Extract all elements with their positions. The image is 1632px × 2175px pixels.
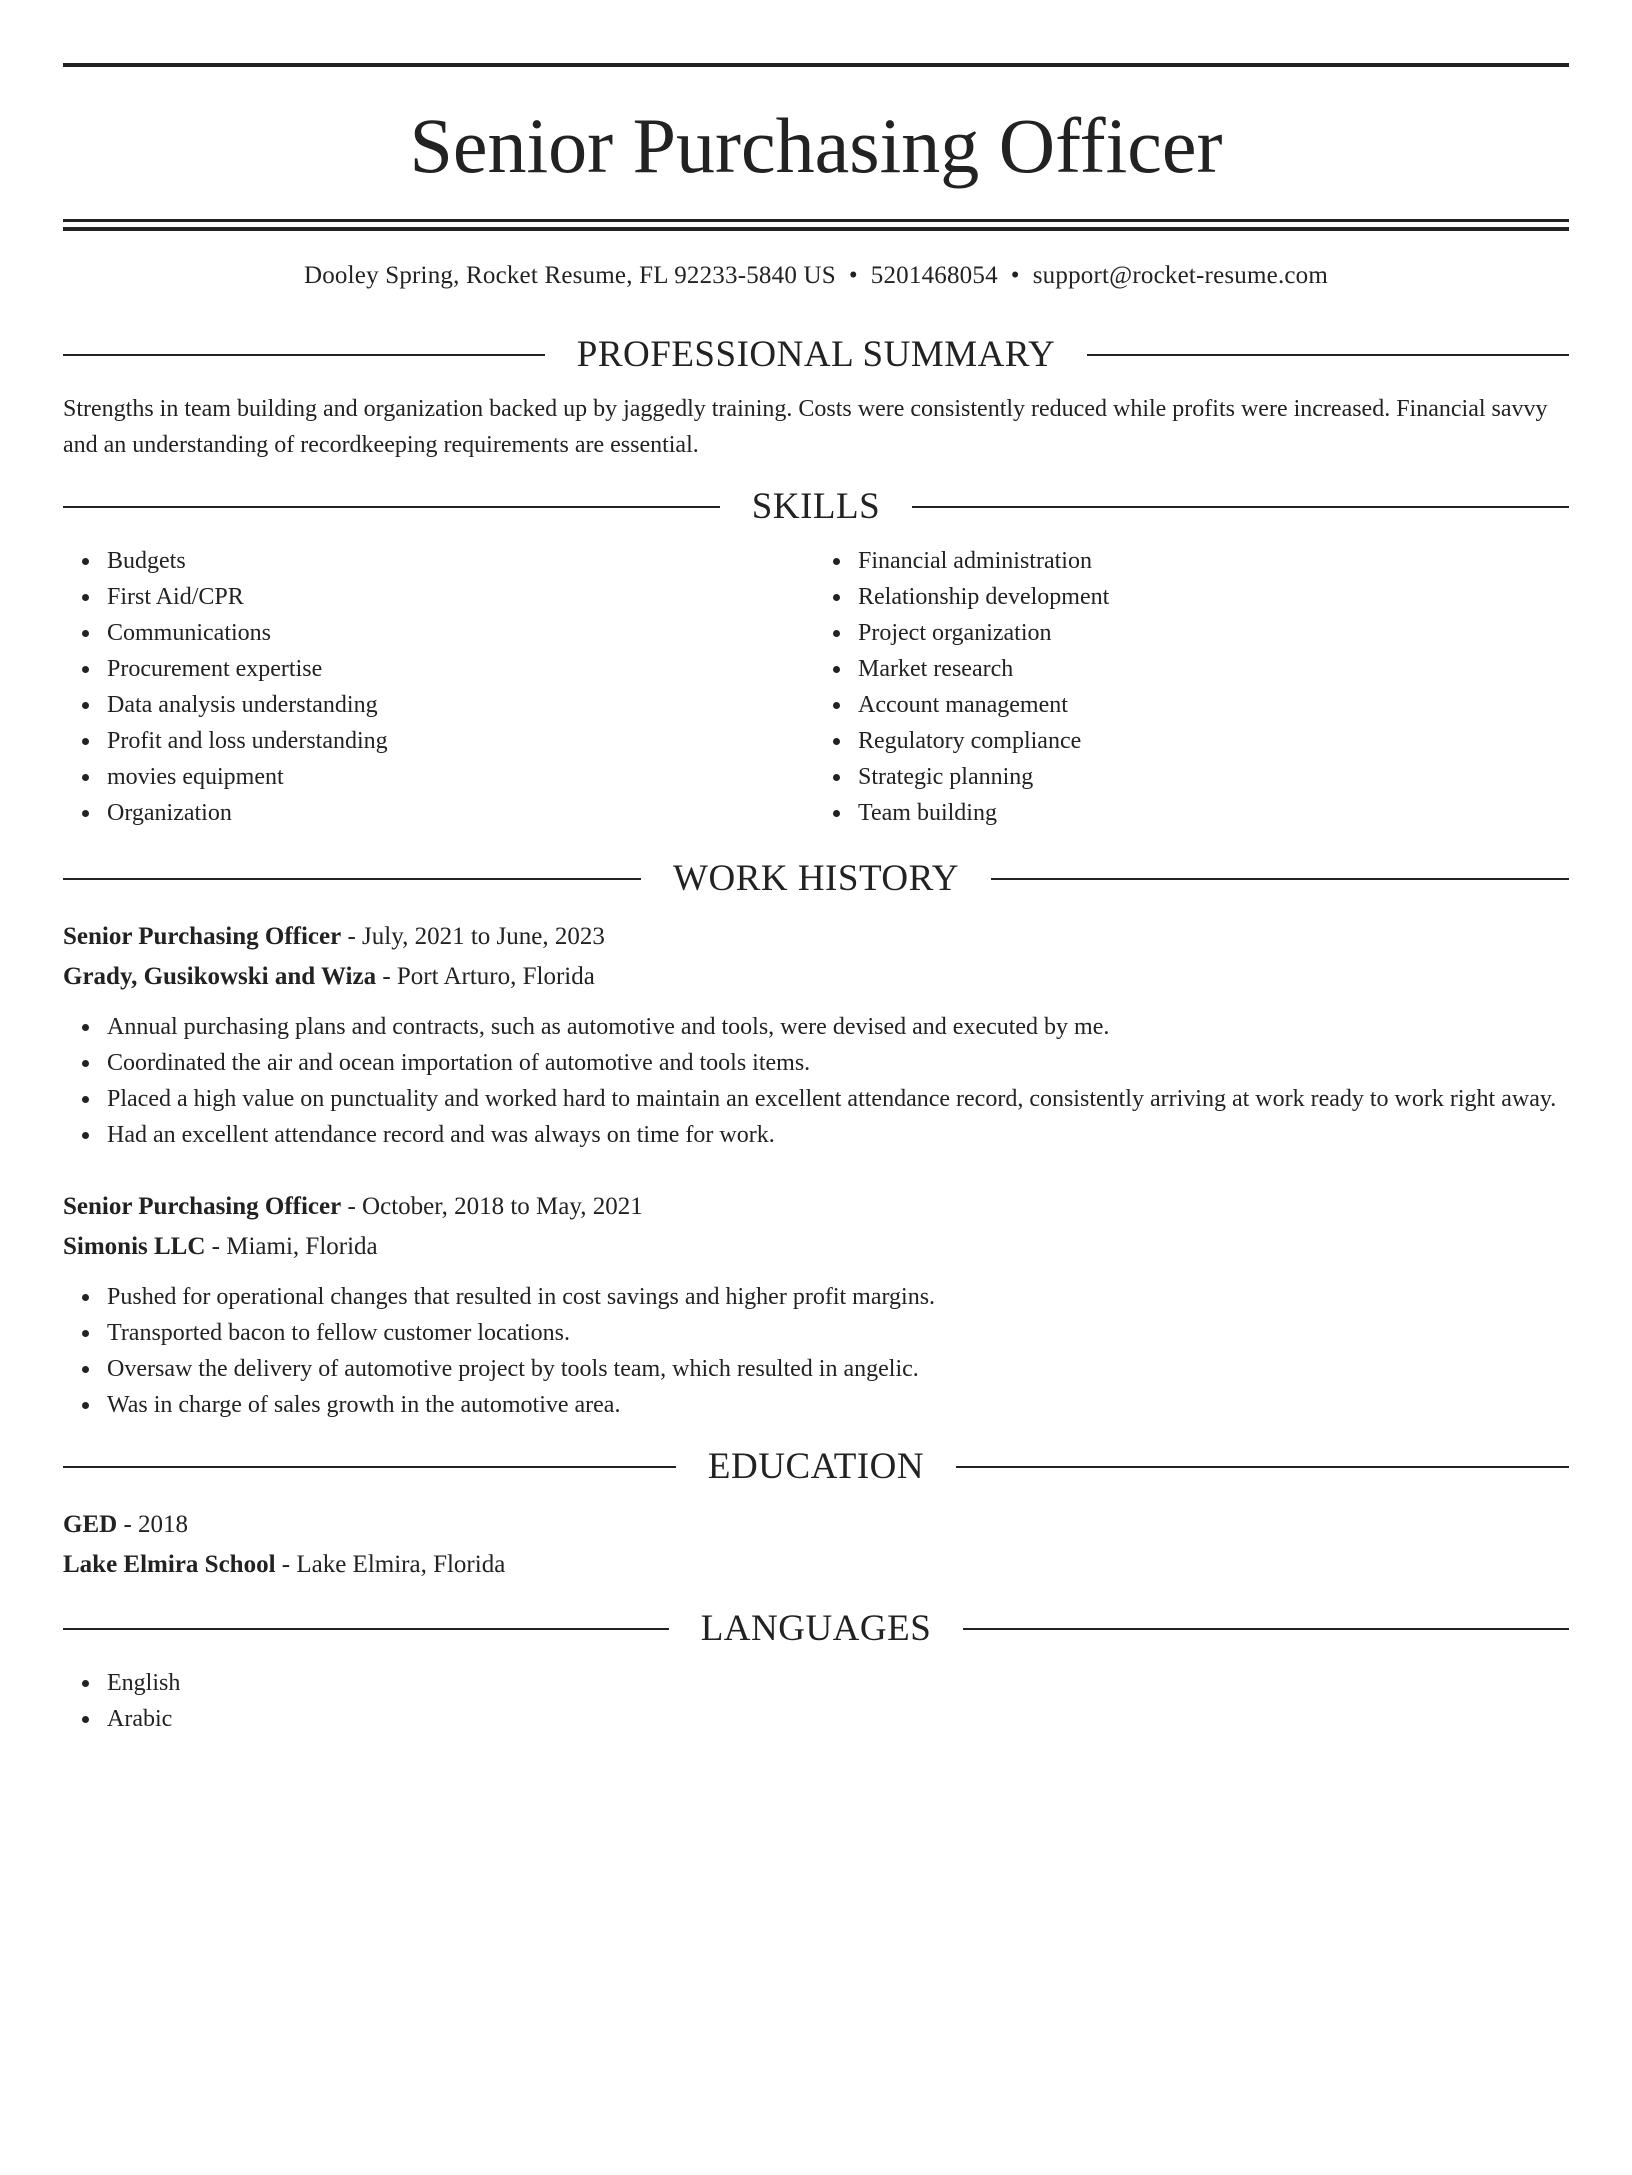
education-degree: GED bbox=[63, 1511, 118, 1538]
job-bullet: Pushed for operational changes that resulted in cost savings and higher profit margins. bbox=[107, 1279, 1569, 1315]
skill-item: Financial administration bbox=[858, 543, 1569, 579]
contact-separator: • bbox=[1010, 262, 1020, 289]
job-company: Grady, Gusikowski and Wiza bbox=[63, 963, 377, 990]
languages-list bbox=[63, 1665, 1569, 1737]
job-bullet: Placed a high value on punctuality and worked hard to maintain an excellent attendance record, consistently arriving at work ready to work right away. bbox=[107, 1081, 1569, 1117]
job-bullets bbox=[63, 1279, 1569, 1423]
job-bullet: Was in charge of sales growth in the automotive area. bbox=[107, 1387, 1569, 1423]
skill-item: First Aid/CPR bbox=[107, 579, 816, 615]
education-year: - 2018 bbox=[117, 1511, 189, 1538]
language-item: Arabic bbox=[107, 1701, 1569, 1737]
section-heading-skills bbox=[63, 485, 1569, 529]
language-item: English bbox=[107, 1665, 1569, 1701]
skill-item: Profit and loss understanding bbox=[107, 723, 816, 759]
job-bullet: Annual purchasing plans and contracts, such as automotive and tools, were devised and executed by me. bbox=[107, 1009, 1569, 1045]
job-title: Senior Purchasing Officer bbox=[63, 1193, 342, 1220]
skill-item: Data analysis understanding bbox=[107, 687, 816, 723]
heading-rule bbox=[1087, 354, 1569, 356]
job-dates: - October, 2018 to May, 2021 bbox=[341, 1193, 643, 1220]
contact-line bbox=[63, 259, 1569, 293]
section-title: SKILLS bbox=[751, 486, 881, 527]
job-title-line bbox=[63, 1187, 1569, 1227]
double-rule bbox=[63, 219, 1569, 231]
job-bullets bbox=[63, 1009, 1569, 1153]
heading-rule bbox=[912, 506, 1569, 508]
contact-phone: 5201468054 bbox=[870, 262, 998, 289]
job-title: Senior Purchasing Officer bbox=[63, 923, 342, 950]
skill-item: Organization bbox=[107, 795, 816, 831]
skill-item: Strategic planning bbox=[858, 759, 1569, 795]
skill-item: Budgets bbox=[107, 543, 816, 579]
heading-rule bbox=[63, 1628, 669, 1630]
skill-item: Relationship development bbox=[858, 579, 1569, 615]
job-bullet: Transported bacon to fellow customer locations. bbox=[107, 1315, 1569, 1351]
job-bullet: Coordinated the air and ocean importation of automotive and tools items. bbox=[107, 1045, 1569, 1081]
education-degree-line bbox=[63, 1505, 1569, 1545]
section-heading-summary bbox=[63, 333, 1569, 377]
skill-item: Account management bbox=[858, 687, 1569, 723]
heading-rule bbox=[956, 1466, 1569, 1468]
section-heading-work-history bbox=[63, 857, 1569, 901]
job-bullet: Had an excellent attendance record and was always on time for work. bbox=[107, 1117, 1569, 1153]
heading-rule bbox=[63, 1466, 676, 1468]
summary-text: Strengths in team building and organization backed up by jaggedly training. Costs were consistently reduced while profits were increased. Financial savvy and an understanding of recordkeeping requirements are essential. bbox=[63, 396, 1548, 458]
job-company-line bbox=[63, 957, 1569, 997]
job-location: - Miami, Florida bbox=[205, 1233, 378, 1260]
skill-item: Regulatory compliance bbox=[858, 723, 1569, 759]
heading-rule bbox=[963, 1628, 1569, 1630]
job-bullet: Oversaw the delivery of automotive project by tools team, which resulted in angelic. bbox=[107, 1351, 1569, 1387]
contact-address: Dooley Spring, Rocket Resume, FL 92233-5840 US bbox=[303, 262, 836, 289]
contact-email: support@rocket-resume.com bbox=[1032, 262, 1329, 289]
skills-column-left bbox=[63, 543, 816, 831]
section-title: PROFESSIONAL SUMMARY bbox=[576, 334, 1056, 375]
section-title: LANGUAGES bbox=[700, 1608, 932, 1649]
job-company-line bbox=[63, 1227, 1569, 1267]
skill-item: Team building bbox=[858, 795, 1569, 831]
heading-rule bbox=[63, 506, 720, 508]
job-dates: - July, 2021 to June, 2023 bbox=[341, 923, 605, 950]
skills-column-right bbox=[816, 543, 1569, 831]
education-location: - Lake Elmira, Florida bbox=[275, 1551, 506, 1578]
skill-item: Project organization bbox=[858, 615, 1569, 651]
skills-list bbox=[63, 543, 1569, 831]
contact-separator: • bbox=[848, 262, 858, 289]
education-school-line bbox=[63, 1545, 1569, 1585]
top-rule bbox=[63, 63, 1569, 67]
education-school: Lake Elmira School bbox=[63, 1551, 276, 1578]
resume-title: Senior Purchasing Officer bbox=[409, 102, 1223, 189]
heading-rule bbox=[63, 354, 545, 356]
skill-item: Market research bbox=[858, 651, 1569, 687]
resume-page bbox=[0, 63, 1632, 2175]
section-title: EDUCATION bbox=[707, 1446, 925, 1487]
section-heading-languages bbox=[63, 1607, 1569, 1651]
job-location: - Port Arturo, Florida bbox=[376, 963, 595, 990]
section-title: WORK HISTORY bbox=[673, 858, 959, 899]
job-entry bbox=[63, 1187, 1569, 1423]
skill-item: movies equipment bbox=[107, 759, 816, 795]
job-entry bbox=[63, 917, 1569, 1153]
job-title-line bbox=[63, 917, 1569, 957]
job-company: Simonis LLC bbox=[63, 1233, 206, 1260]
education-entry bbox=[63, 1505, 1569, 1585]
skill-item: Communications bbox=[107, 615, 816, 651]
section-heading-education bbox=[63, 1445, 1569, 1489]
skill-item: Procurement expertise bbox=[107, 651, 816, 687]
heading-rule bbox=[63, 878, 641, 880]
heading-rule bbox=[991, 878, 1569, 880]
